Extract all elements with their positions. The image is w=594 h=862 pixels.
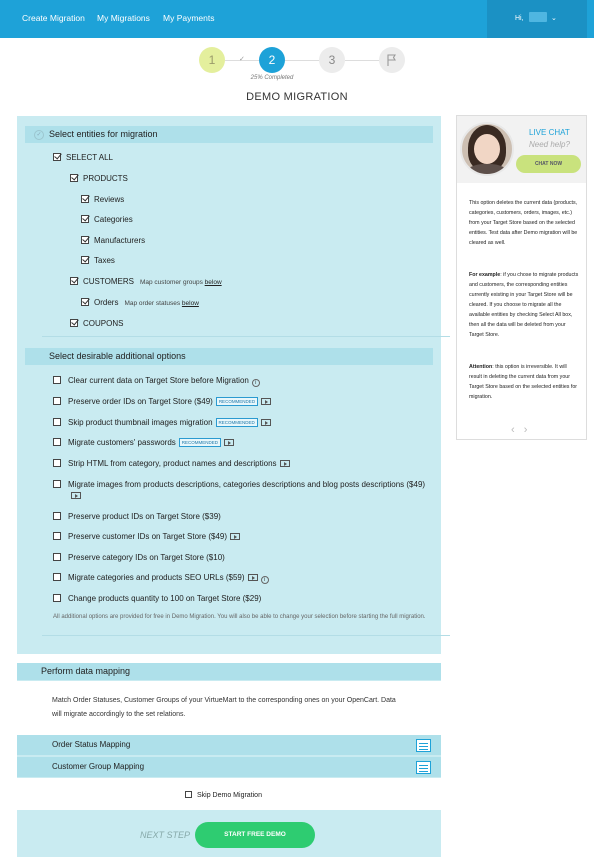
user-menu[interactable] bbox=[487, 0, 587, 38]
chevron-right-icon[interactable]: › bbox=[523, 424, 528, 436]
progress-label: 25% Completed bbox=[250, 75, 294, 81]
mapping-desc-block bbox=[17, 681, 441, 735]
skip-demo-checkbox[interactable]: Skip Demo Migration bbox=[185, 791, 262, 799]
start-free-demo-button[interactable]: START FREE DEMO bbox=[195, 822, 315, 848]
help-paragraph-2: For example: if you chose to migrate products and customers, the corresponding entities currently existing in your Target Store will be cleared. If you choose to migrate all the available entities by checking Select All box, then all the data will be deleted from your Target Store. bbox=[469, 272, 579, 338]
step-3: 3 bbox=[319, 47, 345, 73]
options-note: All additional options are provided for free in Demo Migration. You will also be able to change your selection before starting the full migration. bbox=[53, 614, 426, 620]
video-icon[interactable] bbox=[248, 574, 258, 581]
recommended-badge: RECOMMENDED bbox=[216, 418, 258, 427]
video-icon[interactable] bbox=[261, 419, 271, 426]
divider bbox=[42, 336, 450, 337]
map-order-statuses-link[interactable]: below bbox=[181, 300, 199, 307]
step-1: 1 bbox=[199, 47, 225, 73]
mapping-description: Match Order Statuses, Customer Groups of your VirtueMart to the corresponding ones on your OpenCart. Data will migrate accordingly to the set relations. bbox=[52, 697, 396, 718]
customer-group-mapping-row[interactable] bbox=[17, 757, 441, 777]
categories-checkbox[interactable]: Categories bbox=[81, 215, 133, 225]
divider bbox=[42, 635, 450, 636]
main-panel bbox=[17, 116, 441, 857]
video-icon[interactable] bbox=[261, 398, 271, 405]
chevron-down-icon[interactable]: ⌄ bbox=[551, 15, 557, 22]
option-preserve-customer-ids[interactable]: Preserve customer IDs on Target Store ($49) bbox=[53, 531, 443, 542]
video-icon[interactable] bbox=[224, 439, 234, 446]
info-icon[interactable]: i bbox=[261, 576, 269, 584]
step-connector bbox=[345, 60, 379, 61]
greeting: Hi, bbox=[515, 15, 524, 22]
option-preserve-product-ids[interactable]: Preserve product IDs on Target Store ($39) bbox=[53, 511, 443, 522]
avatar bbox=[460, 122, 514, 176]
video-icon[interactable] bbox=[280, 460, 290, 467]
entities-header-label: Select entities for migration bbox=[49, 129, 158, 139]
chevron-left-icon[interactable]: ‹ bbox=[511, 424, 515, 436]
step-connector bbox=[285, 60, 319, 61]
step-finish bbox=[379, 47, 405, 73]
option-skip-thumbnails[interactable]: Skip product thumbnail images migration RECOMMENDED bbox=[53, 417, 443, 428]
option-seo-urls[interactable]: Migrate categories and products SEO URLs ($59) i bbox=[53, 572, 443, 584]
nav-my-payments[interactable]: My Payments bbox=[163, 13, 215, 23]
chat-header bbox=[457, 116, 586, 183]
need-help-label: Need help? bbox=[529, 140, 570, 149]
check-circle-icon: ✓ bbox=[34, 130, 44, 140]
chat-now-button[interactable]: CHAT NOW bbox=[516, 155, 581, 173]
option-preserve-category-ids[interactable]: Preserve category IDs on Target Store ($10) bbox=[53, 552, 443, 563]
list-icon[interactable] bbox=[416, 761, 431, 774]
options-header bbox=[25, 348, 433, 365]
order-status-mapping-label: Order Status Mapping bbox=[52, 740, 131, 749]
flag-icon bbox=[385, 53, 399, 67]
coupons-checkbox[interactable]: COUPONS bbox=[70, 319, 123, 329]
map-customer-groups-link[interactable]: below bbox=[204, 279, 222, 286]
option-strip-html[interactable]: Strip HTML from category, product names and descriptions bbox=[53, 458, 443, 469]
select-all-checkbox[interactable]: SELECT ALL bbox=[53, 153, 113, 163]
list-icon[interactable] bbox=[416, 739, 431, 752]
nav-create-migration[interactable]: Create Migration bbox=[22, 13, 85, 23]
option-clear-data[interactable]: Clear current data on Target Store before Migration i bbox=[53, 375, 443, 387]
option-customer-passwords[interactable]: Migrate customers' passwords RECOMMENDED bbox=[53, 437, 443, 448]
option-migrate-images[interactable]: Migrate images from products descriptions, categories descriptions and blog posts descriptions ($49) bbox=[53, 479, 437, 501]
video-icon[interactable] bbox=[71, 492, 81, 499]
products-checkbox[interactable]: PRODUCTS bbox=[70, 174, 128, 184]
page-title: DEMO MIGRATION bbox=[246, 91, 348, 103]
top-navbar bbox=[0, 0, 594, 38]
next-step-label: NEXT STEP bbox=[140, 830, 191, 840]
check-icon: ✓ bbox=[239, 56, 245, 63]
taxes-checkbox[interactable]: Taxes bbox=[81, 256, 115, 266]
customer-group-mapping-label: Customer Group Mapping bbox=[52, 762, 145, 771]
manufacturers-checkbox[interactable]: Manufacturers bbox=[81, 236, 145, 246]
customers-checkbox[interactable]: CUSTOMERS Map customer groups below bbox=[70, 277, 222, 287]
video-icon[interactable] bbox=[230, 533, 240, 540]
nav-my-migrations[interactable]: My Migrations bbox=[97, 13, 150, 23]
orders-checkbox[interactable]: Orders Map order statuses below bbox=[81, 298, 199, 308]
entities-header bbox=[25, 126, 433, 143]
live-chat-title: LIVE CHAT bbox=[529, 128, 570, 137]
order-status-mapping-row[interactable] bbox=[17, 735, 441, 755]
help-paragraph-1: This option deletes the current data (products, categories, customers, orders, images, etc.) from your Target Store based on the selected entities. Test data after Demo migration will be cleared as well. bbox=[469, 200, 578, 246]
option-quantity-100[interactable]: Change products quantity to 100 on Target Store ($29) bbox=[53, 593, 443, 604]
info-icon[interactable]: i bbox=[252, 379, 260, 387]
mapping-header bbox=[17, 663, 441, 680]
reviews-checkbox[interactable]: Reviews bbox=[81, 195, 124, 205]
option-preserve-order-ids[interactable]: Preserve order IDs on Target Store ($49) RECOMMENDED bbox=[53, 396, 443, 407]
recommended-badge: RECOMMENDED bbox=[216, 397, 258, 406]
live-chat-panel bbox=[456, 115, 587, 440]
step-2: 2 bbox=[259, 47, 285, 73]
options-header-label: Select desirable additional options bbox=[49, 351, 186, 361]
mapping-header-label: Perform data mapping bbox=[41, 666, 131, 676]
help-paragraph-3: Attention: this option is irreversible. It will result in deleting the current data from your Target Store based on the selected entities for migration. bbox=[469, 364, 578, 400]
recommended-badge: RECOMMENDED bbox=[179, 438, 221, 447]
carousel-controls bbox=[511, 424, 527, 436]
username-placeholder bbox=[529, 12, 547, 22]
